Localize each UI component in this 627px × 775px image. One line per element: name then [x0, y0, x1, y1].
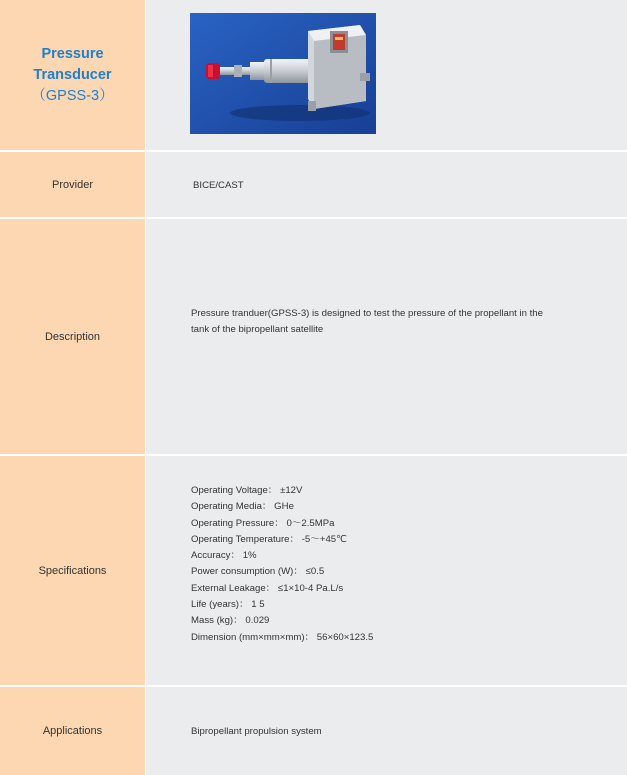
- product-title-line2: Transducer: [33, 66, 112, 83]
- description-line: tank of the bipropellant satellite: [191, 324, 324, 336]
- product-title-cell: [0, 0, 145, 150]
- spec-item: Dimension (mm×mm×mm)： 56×60×123.5: [191, 631, 374, 643]
- spec-item: Operating Media： GHe: [191, 501, 294, 513]
- title-row: [0, 0, 627, 150]
- description-row: [0, 219, 627, 454]
- pressure-transducer-illustration: [190, 13, 376, 134]
- product-photo-cell: [146, 0, 627, 150]
- spec-item: Power consumption (W)： ≤0.5: [191, 566, 325, 578]
- provider-label: Provider: [0, 152, 145, 217]
- spec-item: Operating Pressure： 0～2.5MPa: [191, 517, 335, 529]
- provider-value: BICE/CAST: [146, 152, 627, 217]
- spec-item: Life (years)： 1 5: [191, 599, 265, 611]
- spec-item: External Leakage： ≤1×10-4 Pa.L/s: [191, 582, 344, 594]
- provider-row: [0, 152, 627, 217]
- applications-row: [0, 687, 627, 775]
- spec-item: Operating Voltage： ±12V: [191, 485, 303, 496]
- specifications-list: [146, 456, 627, 685]
- product-photo: [190, 13, 376, 134]
- description-label: Description: [0, 219, 145, 454]
- spec-item: Mass (kg)： 0.029: [191, 615, 270, 627]
- product-title-line1: Pressure: [41, 45, 104, 62]
- applications-value: Bipropellant propulsion system: [146, 687, 627, 775]
- description-value: [146, 219, 627, 454]
- product-title-line3: （GPSS-3）: [31, 87, 114, 104]
- spec-item: Accuracy： 1%: [191, 550, 257, 562]
- specifications-row: [0, 456, 627, 685]
- description-line: Pressure tranduer(GPSS-3) is designed to test the pressure of the propellant in the: [191, 308, 543, 319]
- specifications-label: Specifications: [0, 456, 145, 685]
- spec-item: Operating Temperature： -5～+45℃: [191, 533, 347, 545]
- applications-label: Applications: [0, 687, 145, 775]
